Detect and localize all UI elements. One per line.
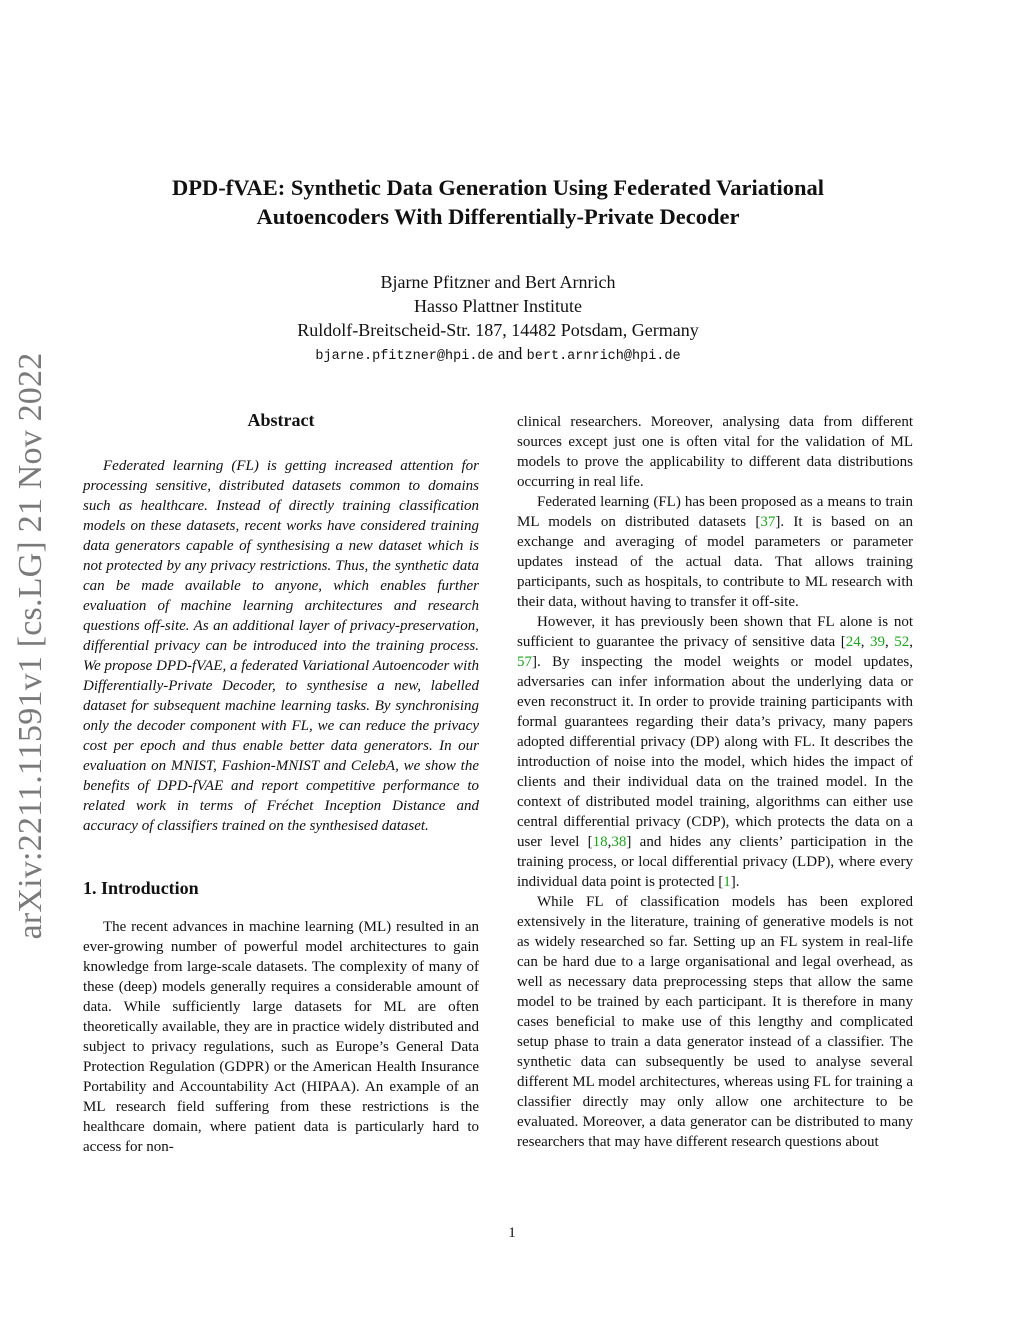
intro-paragraph-privacy: However, it has previously been shown that FL alone is not sufficient to guarantee the privacy of sensitive data [24, 39, 52, 57]. By inspecting the model weights or model updates, adversaries can infer information about the underlying data or even reconstruct it. In order to provide training participants with formal guarantees regarding their data’s privacy, many papers adopted differential privacy (DP) along with FL. It describes the introduction of noise into the model, which hides the impact of clients and their individual data on the trained model. In the context of distributed model training, algorithms can either use central differential privacy (CDP), which protects the data on a user level [18,38] and hides any clients’ participation in the training process, or local differential privacy (LDP), where every individual data point is protected [1]. bbox=[517, 614, 914, 890]
author-address: Ruldolf-Breitscheid-Str. 187, 14482 Potsdam, Germany bbox=[297, 320, 699, 340]
abstract-heading: Abstract bbox=[247, 410, 315, 430]
introduction-heading: 1. Introduction bbox=[83, 878, 199, 898]
page-number: 1 bbox=[508, 1225, 516, 1241]
arxiv-identifier-stamp: arXiv:2211.11591v1 [cs.LG] 21 Nov 2022 bbox=[12, 352, 49, 940]
intro-paragraph-fl: Federated learning (FL) has been proposed as a means to train ML models on distributed datasets [37]. It is based on an exchange and averaging of model parameters or parameter updates instead of the actual data. That allows training participants, such as hospitals, to contribute to ML research with their data, without having to transfer it off-site. bbox=[517, 494, 913, 610]
email-1: bjarne.pfitzner@hpi.de bbox=[315, 349, 494, 364]
intro-paragraph-1: The recent advances in machine learning (ML) resulted in an ever-growing number of powerful model architectures to gain knowledge from large-scale datasets. The complexity of many of these (deep) models generally requires a considerable amount of data. While sufficiently large datasets for ML are often theoretically available, they are in practice widely distributed and subject to privacy regulations, such as Europe’s General Data Protection Regulation (GDPR) or the American Health Insurance Portability and Accountability Act (HIPAA). An example of an ML research field suffering from these restrictions is the healthcare domain, where patient data is particularly hard to access for non- bbox=[83, 919, 479, 1155]
citation-link[interactable]: 52 bbox=[894, 634, 910, 650]
citation-link[interactable]: 38 bbox=[611, 834, 627, 850]
email-conjunction: and bbox=[497, 344, 523, 363]
citation-link[interactable]: 1 bbox=[723, 874, 731, 890]
left-column bbox=[83, 408, 479, 1157]
right-column bbox=[517, 412, 913, 1152]
citation-link[interactable]: 18 bbox=[592, 834, 608, 850]
author-names: Bjarne Pfitzner and Bert Arnrich bbox=[380, 272, 616, 292]
title-line-1: DPD-fVAE: Synthetic Data Generation Using Federated Variational bbox=[171, 175, 825, 200]
author-block bbox=[80, 270, 916, 369]
paper-title bbox=[80, 173, 916, 231]
intro-paragraph-generative: While FL of classification models has been explored extensively in the literature, training of generative models is not as widely researched so far. Setting up an FL system in real-life can be hard due to a large organisational and legal overhead, as well as necessary data preprocessing steps that allow the same model to be trained by each participant. It is therefore in many cases beneficial to make use of this lengthy and complicated setup phase to train a data generator instead of a classifier. The synthetic data can subsequently be used to analyse several different ML model architectures, whereas using FL for training a classifier directly may only allow one architecture to be evaluated. Moreover, a data generator can be distributed to many researchers that may have different research questions about bbox=[517, 894, 913, 1150]
citation-link[interactable]: 37 bbox=[760, 514, 776, 530]
abstract-text: Federated learning (FL) is getting increased attention for processing sensitive, distributed datasets common to domains such as healthcare. Instead of directly training classification models on these datasets, recent works have considered training data generators capable of synthesising a new dataset which is not protected by any privacy restrictions. Thus, the synthetic data can be made available to anyone, which enables further evaluation of machine learning architectures and research questions off-site. As an additional layer of privacy-preservation, differential privacy can be introduced into the training process. We propose DPD-fVAE, a federated Variational Autoencoder with Differentially-Private Decoder, to synthesise a new, labelled dataset for subsequent machine learning tasks. By synchronising only the decoder component with FL, we can reduce the privacy cost per epoch and thus enable better data generators. In our evaluation on MNIST, Fashion-MNIST and CelebA, we show the benefits of DPD-fVAE and report competitive performance to related work in terms of Fréchet Inception Distance and accuracy of classifiers trained on the synthesised dataset. bbox=[83, 458, 479, 834]
citation-link[interactable]: 57 bbox=[517, 654, 532, 670]
author-institute: Hasso Plattner Institute bbox=[414, 296, 582, 316]
email-2: bert.arnrich@hpi.de bbox=[526, 349, 681, 364]
title-line-2: Autoencoders With Differentially-Private Decoder bbox=[256, 204, 740, 229]
citation-link[interactable]: 24 bbox=[845, 634, 861, 650]
intro-paragraph-continued: clinical researchers. Moreover, analysing data from different sources except just one is often vital for the validation of ML models to prove the applicability to different data distributions occurring in real life. bbox=[517, 414, 913, 490]
citation-link[interactable]: 39 bbox=[869, 634, 885, 650]
author-emails bbox=[80, 342, 916, 369]
